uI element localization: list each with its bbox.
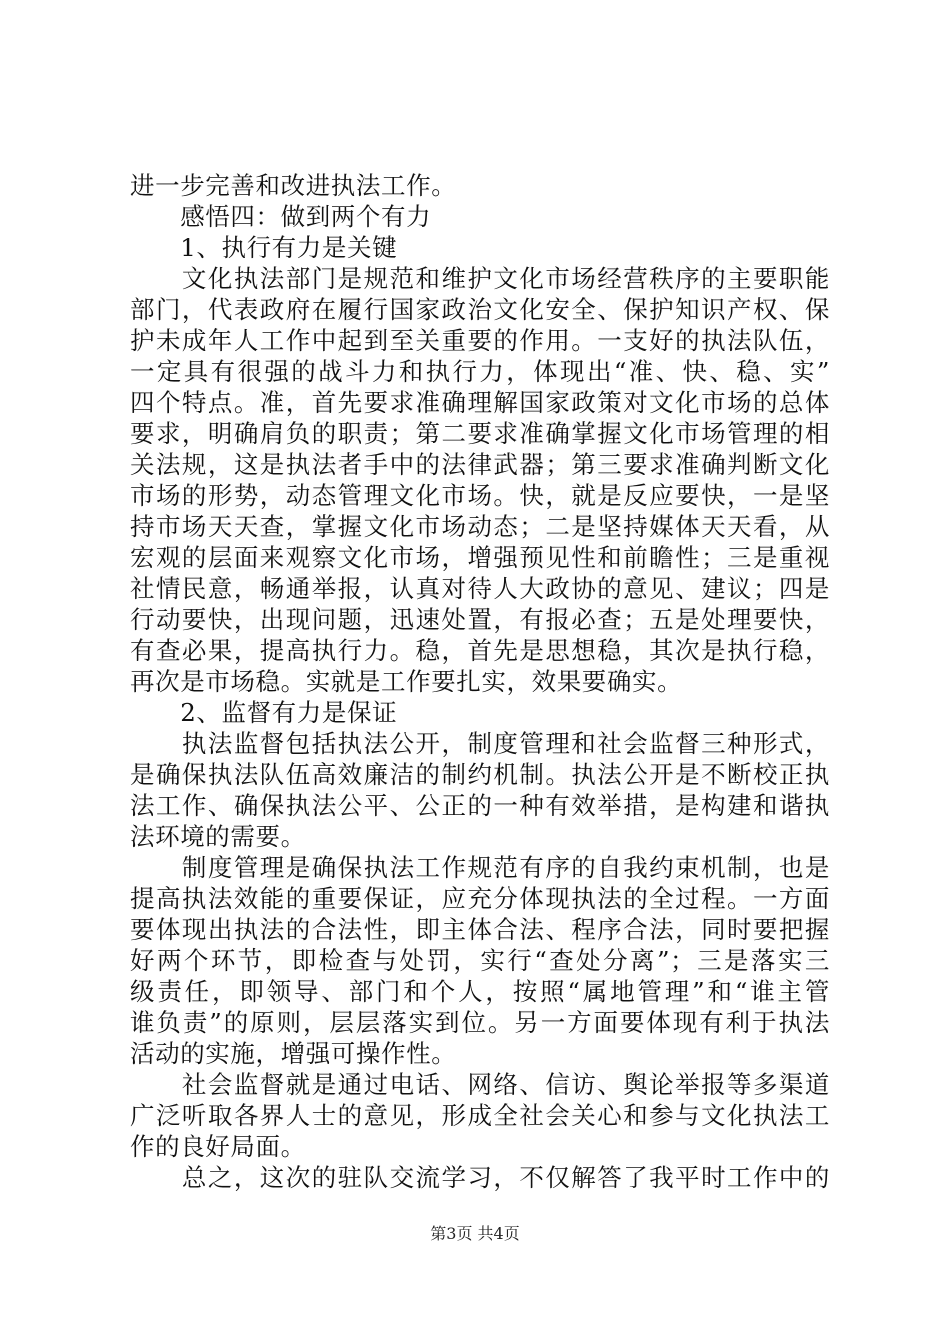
text-line: 行动要快，出现问题，迅速处置，有报必查；五是处理要快， [130, 605, 830, 634]
text-line: 总之，这次的驻队交流学习，不仅解答了我平时工作中的 [130, 1163, 830, 1192]
text-line: 护未成年人工作中起到至关重要的作用。一支好的执法队伍， [130, 326, 830, 355]
text-line: 作的良好局面。 [130, 1132, 306, 1161]
text-line: 要求，明确肩负的职责；第二要求准确掌握文化市场管理的相 [130, 419, 830, 448]
text-line: 关法规，这是执法者手中的法律武器；第三要求准确判断文化 [130, 450, 830, 479]
text-line: 部门，代表政府在履行国家政治文化安全、保护知识产权、保 [130, 295, 830, 324]
text-line: 活动的实施，增强可操作性。 [130, 1039, 457, 1068]
text-line: 一定具有很强的战斗力和执行力，体现出“准、快、稳、实” [130, 357, 830, 386]
page-footer: 第3页 共4页 [430, 1224, 520, 1243]
text-line: 宏观的层面来观察文化市场，增强预见性和前瞻性；三是重视 [130, 543, 830, 572]
text-line: 四个特点。准，首先要求准确理解国家政策对文化市场的总体 [130, 388, 830, 417]
text-line: 广泛听取各界人士的意见，形成全社会关心和参与文化执法工 [130, 1101, 830, 1130]
text-line: 要体现出执法的合法性，即主体合法、程序合法，同时要把握 [130, 915, 830, 944]
text-line: 再次是市场稳。实就是工作要扎实，效果要确实。 [130, 667, 683, 696]
text-line: 1、执行有力是关键 [130, 233, 398, 262]
text-line: 谁负责”的原则，层层落实到位。另一方面要体现有利于执法 [130, 1008, 830, 1037]
text-line: 市场的形势，动态管理文化市场。快，就是反应要快，一是坚 [130, 481, 830, 510]
text-line: 提高执法效能的重要保证，应充分体现执法的全过程。一方面 [130, 884, 830, 913]
text-line: 感悟四：做到两个有力 [130, 202, 432, 231]
text-line: 进一步完善和改进执法工作。 [130, 171, 457, 200]
text-line: 社情民意，畅通举报，认真对待人大政协的意见、建议；四是 [130, 574, 830, 603]
text-line: 有查必果，提高执行力。稳，首先是思想稳，其次是执行稳， [130, 636, 830, 665]
text-line: 好两个环节，即检查与处罚，实行“查处分离”；三是落实三 [130, 946, 830, 975]
text-line: 执法监督包括执法公开，制度管理和社会监督三种形式， [130, 729, 830, 758]
text-line: 社会监督就是通过电话、网络、信访、舆论举报等多渠道 [130, 1070, 830, 1099]
document-body [130, 170, 830, 1193]
text-line: 文化执法部门是规范和维护文化市场经营秩序的主要职能 [130, 264, 830, 293]
text-line: 持市场天天查，掌握文化市场动态；二是坚持媒体天天看，从 [130, 512, 830, 541]
text-line: 制度管理是确保执法工作规范有序的自我约束机制，也是 [130, 853, 830, 882]
text-line: 级责任，即领导、部门和个人，按照“属地管理”和“谁主管 [130, 977, 830, 1006]
text-line: 2、监督有力是保证 [130, 698, 398, 727]
text-line: 法工作、确保执法公平、公正的一种有效举措，是构建和谐执 [130, 791, 830, 820]
text-line: 是确保执法队伍高效廉洁的制约机制。执法公开是不断校正执 [130, 760, 830, 789]
text-line: 法环境的需要。 [130, 822, 306, 851]
